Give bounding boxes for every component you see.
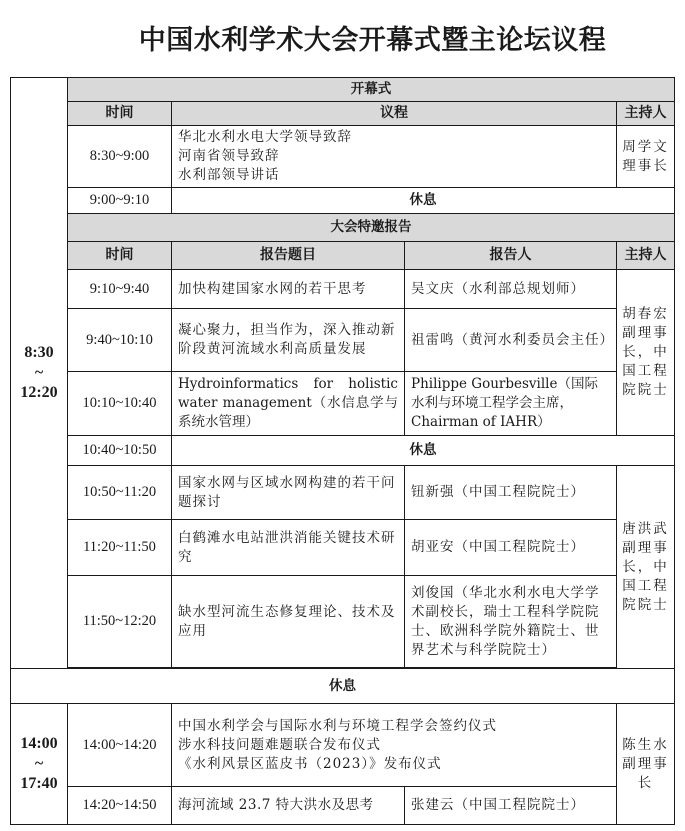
slot-speaker: Philippe Gourbesville（国际水利与环境工程学会主席，Chairman of IAHR） — [405, 372, 617, 436]
slot-time: 14:20~14:50 — [68, 787, 172, 825]
header-host: 主持人 — [617, 102, 675, 126]
table-row — [11, 309, 675, 372]
slot-topic: 加快构建国家水网的若干思考 — [172, 270, 405, 309]
table-row — [11, 372, 675, 436]
table-row — [11, 520, 675, 576]
ceremony-item: 《水利风景区蓝皮书（2023）》发布仪式 — [178, 755, 442, 772]
ceremony-items — [172, 704, 617, 787]
header-topic: 报告题目 — [172, 242, 405, 270]
break-label: 休息 — [172, 188, 675, 214]
opening-agenda-items — [172, 126, 617, 188]
slot-time: 10:10~10:40 — [68, 372, 172, 436]
agenda-table — [10, 77, 675, 825]
morning-end: 12:20 — [20, 384, 58, 401]
table-row — [11, 787, 675, 825]
afternoon-period-cell — [11, 704, 68, 825]
table-row — [11, 270, 675, 309]
block2-host: 唐洪武副理事长，中国工程院院士 — [617, 466, 675, 669]
afternoon-sep: ~ — [34, 755, 44, 772]
ceremony-item: 中国水利学会与国际水利与环境工程学会签约仪式 — [178, 717, 497, 734]
slot-topic: 凝心聚力，担当作为，深入推动新阶段黄河流域水利高质量发展 — [172, 309, 405, 372]
afternoon-end: 17:40 — [20, 775, 58, 792]
slot-speaker: 胡亚安（中国工程院院士） — [405, 520, 617, 576]
morning-start: 8:30 — [24, 344, 54, 361]
afternoon-host: 陈生水副理事长 — [617, 704, 675, 825]
break-time: 10:40~10:50 — [68, 436, 172, 466]
opening-host: 周学文理事长 — [617, 126, 675, 188]
table-row — [11, 576, 675, 668]
slot-topic: Hydroinformatics for holistic water management（水信息学与系统水管理） — [172, 372, 405, 436]
slot-speaker: 祖雷鸣（黄河水利委员会主任） — [405, 309, 617, 372]
slot-time: 10:50~11:20 — [68, 466, 172, 520]
agenda-item: 河南省领导致辞 — [178, 148, 280, 164]
break-time: 9:00~9:10 — [68, 188, 172, 214]
page-title: 中国水利学术大会开幕式暨主论坛议程 — [138, 25, 607, 56]
slot-speaker: 刘俊国（华北水利水电大学学术副校长，瑞士工程科学院院士、欧洲科学院外籍院士、世界艺术与科学院院士） — [405, 576, 617, 668]
header-time: 时间 — [68, 242, 172, 270]
table-row — [11, 126, 675, 188]
header-time: 时间 — [68, 102, 172, 126]
agenda-item: 华北水利水电大学领导致辞 — [178, 129, 352, 145]
slot-speaker: 吴文庆（水利部总规划师） — [405, 270, 617, 309]
table-row — [11, 188, 675, 214]
afternoon-start: 14:00 — [20, 735, 58, 752]
header-agenda: 议程 — [172, 102, 617, 126]
morning-sep: ~ — [34, 364, 44, 381]
slot-time: 8:30~9:00 — [68, 126, 172, 188]
agenda-item: 水利部领导讲话 — [178, 167, 280, 183]
table-row — [11, 466, 675, 520]
slot-time: 11:50~12:20 — [68, 576, 172, 668]
slot-topic: 国家水网与区域水网构建的若干问题探讨 — [172, 466, 405, 520]
block1-host: 胡春宏副理事长，中国工程院院士 — [617, 270, 675, 436]
slot-topic: 缺水型河流生态修复理论、技术及应用 — [172, 576, 405, 668]
slot-time: 9:40~10:10 — [68, 309, 172, 372]
slot-speaker: 钮新强（中国工程院院士） — [405, 466, 617, 520]
break-label: 休息 — [172, 436, 675, 466]
slot-time: 14:00~14:20 — [68, 704, 172, 787]
lunch-break-label: 休息 — [11, 669, 675, 704]
slot-time: 11:20~11:50 — [68, 520, 172, 576]
table-row — [11, 704, 675, 787]
ceremony-item: 涉水科技问题难题联合发布仪式 — [178, 736, 381, 753]
morning-period-cell — [11, 78, 68, 669]
table-row — [11, 669, 675, 704]
slot-time: 9:10~9:40 — [68, 270, 172, 309]
slot-topic: 海河流域 23.7 特大洪水及思考 — [172, 787, 405, 825]
slot-topic: 白鹤滩水电站泄洪消能关键技术研究 — [172, 520, 405, 576]
table-row — [11, 436, 675, 466]
slot-speaker: 张建云（中国工程院院士） — [405, 787, 617, 825]
section-title-keynotes: 大会特邀报告 — [68, 214, 675, 242]
header-host: 主持人 — [617, 242, 675, 270]
header-speaker: 报告人 — [405, 242, 617, 270]
section-title-opening: 开幕式 — [68, 78, 675, 102]
